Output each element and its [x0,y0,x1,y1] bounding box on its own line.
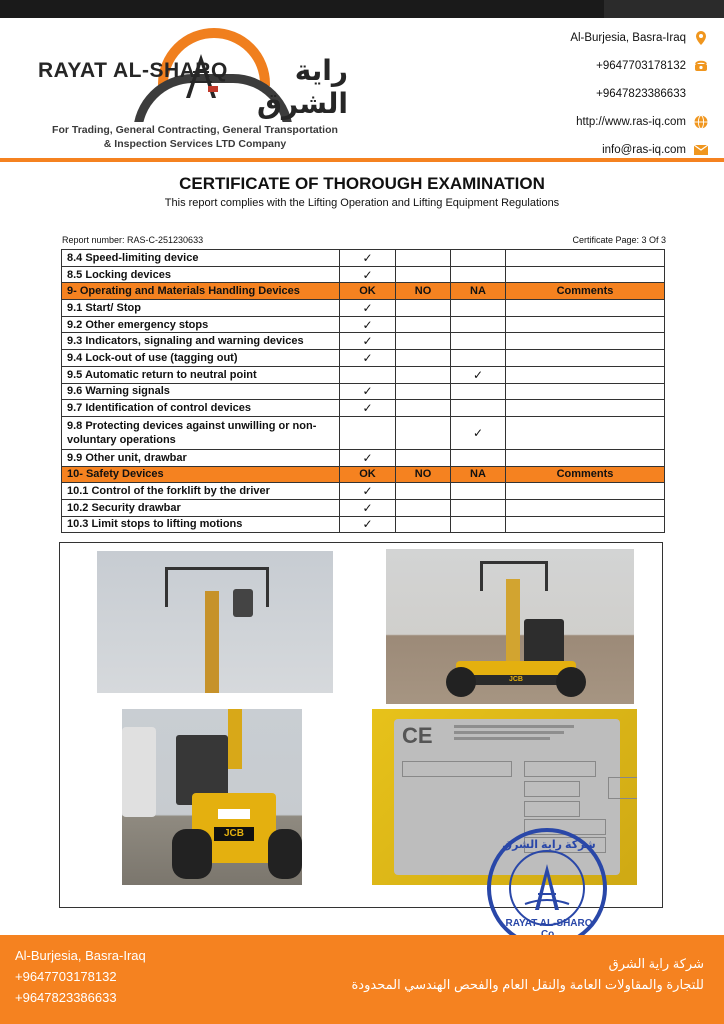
row-label: 9.4 Lock-out of use (tagging out) [62,350,340,367]
ok-cell: ✓ [340,499,396,516]
comments-cell [506,266,665,283]
plate-field [608,777,637,799]
phone-icon [694,59,708,73]
footer [0,935,724,1024]
ok-cell: OK [340,283,396,300]
contact-website[interactable] [498,108,708,136]
certificate-page: Certificate Page: 3 Of 3 [572,235,666,245]
ok-cell: ✓ [340,400,396,417]
plate-field [524,781,580,797]
row-label: 8.5 Locking devices [62,266,340,283]
header-divider [0,158,724,162]
na-cell [451,316,506,333]
table-row [62,333,665,350]
company-stamp [487,828,607,948]
na-cell: NA [451,466,506,483]
photo-rear-view [122,709,302,885]
table-row [62,366,665,383]
no-cell [396,416,451,449]
report-number: Report number: RAS-C-251230633 [62,235,204,245]
na-cell [451,300,506,317]
truck-shape [122,727,156,817]
top-bar [0,0,724,18]
na-cell [451,266,506,283]
no-cell [396,316,451,333]
bumper-shape [468,675,564,685]
ok-cell: ✓ [340,516,396,533]
ok-cell: ✓ [340,266,396,283]
boom-shape [228,709,242,769]
stamp-text-en: RAYAT AL-SHARQ [505,918,593,929]
stamp-inner-ring [509,850,585,926]
ok-cell: ✓ [340,316,396,333]
no-cell [396,483,451,500]
ok-cell: ✓ [340,300,396,317]
comments-cell [506,483,665,500]
table-row [62,483,665,500]
no-cell [396,333,451,350]
contact-email-text: info@ras-iq.com [602,144,686,156]
table-row [62,300,665,317]
no-cell [396,266,451,283]
row-label: 8.4 Speed-limiting device [62,250,340,267]
row-label: 9.3 Indicators, signaling and warning devices [62,333,340,350]
table-row [62,416,665,449]
certificate-subtitle: This report complies with the Lifting Operation and Lifting Equipment Regulations [164,197,560,209]
comments-cell [506,383,665,400]
report-info-row [62,235,666,245]
na-cell [451,333,506,350]
row-label: 9.2 Other emergency stops [62,316,340,333]
ok-cell: ✓ [340,449,396,466]
no-cell [396,366,451,383]
contact-address-text: Al-Burjesia, Basra-Iraq [570,32,686,44]
contact-phone-2-text: +9647823386633 [596,88,686,100]
stamp-derrick-icon [511,852,583,924]
comments-cell: Comments [506,466,665,483]
no-cell [396,449,451,466]
row-label: 9.7 Identification of control devices [62,400,340,417]
row-label: 9.6 Warning signals [62,383,340,400]
contact-block [498,24,708,164]
contact-phone-2[interactable] [498,80,708,108]
comments-cell [506,350,665,367]
ok-cell: ✓ [340,250,396,267]
ok-cell: ✓ [340,483,396,500]
section-header-row [62,466,665,483]
wheel-shape [268,829,302,879]
table-row [62,516,665,533]
row-label: 10.2 Security drawbar [62,499,340,516]
plate-field [524,761,596,777]
row-label: 9.1 Start/ Stop [62,300,340,317]
hydraulic-block-shape [233,589,253,617]
footer-company-ar [352,953,705,995]
no-cell: NO [396,466,451,483]
location-pin-icon [694,31,708,45]
no-cell [396,300,451,317]
comments-cell [506,499,665,516]
wheel-shape [172,829,212,879]
contact-phone-2-spacer [694,87,708,101]
row-label: 9.5 Automatic return to neutral point [62,366,340,383]
table-row [62,266,665,283]
stamp-text-ar: شركة راية الشرق [502,839,596,851]
ce-mark: CE [402,723,433,748]
na-cell [451,449,506,466]
ok-cell: ✓ [340,333,396,350]
table-row [62,350,665,367]
globe-icon [694,115,708,129]
na-cell [451,250,506,267]
na-cell [451,350,506,367]
no-cell [396,516,451,533]
plate-text-line [454,731,564,734]
company-tagline [48,123,342,151]
number-plate [218,809,250,819]
contact-website-text: http://www.ras-iq.com [576,116,686,128]
footer-phone-2[interactable]: +9647823386633 [15,990,117,1005]
table-row [62,499,665,516]
photo-front-view [386,549,634,704]
comments-cell [506,400,665,417]
comments-cell [506,300,665,317]
comments-cell [506,316,665,333]
row-label: 10.1 Control of the forklift by the driver [62,483,340,500]
no-cell [396,350,451,367]
wheel-shape [556,667,586,697]
wheel-shape [446,667,476,697]
envelope-icon [694,143,708,157]
ok-cell: ✓ [340,383,396,400]
table-row [62,316,665,333]
jcb-mark: JCB [508,676,523,683]
no-cell: NO [396,283,451,300]
table-row [62,383,665,400]
footer-contacts [15,945,146,1008]
inspection-table [61,249,665,533]
certificate-title: CERTIFICATE OF THOROUGH EXAMINATION [179,174,545,193]
row-label: 9- Operating and Materials Handling Devices [62,283,340,300]
ok-cell: OK [340,466,396,483]
plate-text-line [454,737,550,740]
footer-company-desc-ar: للتجارة والمقاولات العامة والنقل العام والفحص الهندسي المحدودة [351,977,704,992]
comments-cell [506,250,665,267]
company-logo [38,24,348,129]
plate-field [524,801,580,817]
table-row [62,250,665,267]
jcb-mark: JCB [214,827,254,841]
section-header-row [62,283,665,300]
tagline-line-1: For Trading, General Contracting, General Transportation [52,124,338,136]
row-label: 10- Safety Devices [62,466,340,483]
footer-phone-1[interactable]: +9647703178132 [15,969,117,984]
row-label: 9.9 Other unit, drawbar [62,449,340,466]
table-row [62,449,665,466]
comments-cell [506,333,665,350]
na-cell: NA [451,283,506,300]
comments-cell [506,366,665,383]
mast-shape [205,591,219,693]
na-cell [451,516,506,533]
top-bar-accent [604,0,724,18]
photos-panel [59,542,663,929]
ok-cell [340,366,396,383]
row-label: 10.3 Limit stops to lifting motions [62,516,340,533]
contact-phone-1-text: +9647703178132 [596,60,686,72]
contact-phone-1[interactable] [498,52,708,80]
na-cell [451,383,506,400]
comments-cell [506,516,665,533]
plate-text-line [454,725,574,728]
no-cell [396,499,451,516]
row-label: 9.8 Protecting devices against unwilling or non-voluntary operations [62,416,340,449]
no-cell [396,400,451,417]
na-cell: ✓ [451,416,506,449]
plate-field [402,761,512,777]
comments-cell [506,416,665,449]
photo-mast-forks [97,551,333,693]
na-cell [451,483,506,500]
contact-address [498,24,708,52]
na-cell [451,499,506,516]
brand-name-en: RAYAT AL-SHARQ [38,59,228,82]
boom-shape [506,579,520,674]
footer-company-name-ar: شركة راية الشرق [608,956,704,971]
comments-cell [506,449,665,466]
na-cell [451,400,506,417]
na-cell: ✓ [451,366,506,383]
no-cell [396,383,451,400]
no-cell [396,250,451,267]
tagline-line-2: & Inspection Services LTD Company [103,138,287,150]
brand-name-ar: راية الشرق [256,55,348,119]
comments-cell: Comments [506,283,665,300]
ok-cell: ✓ [340,350,396,367]
ok-cell [340,416,396,449]
footer-address: Al-Burjesia, Basra-Iraq [15,948,146,963]
table-row [62,400,665,417]
